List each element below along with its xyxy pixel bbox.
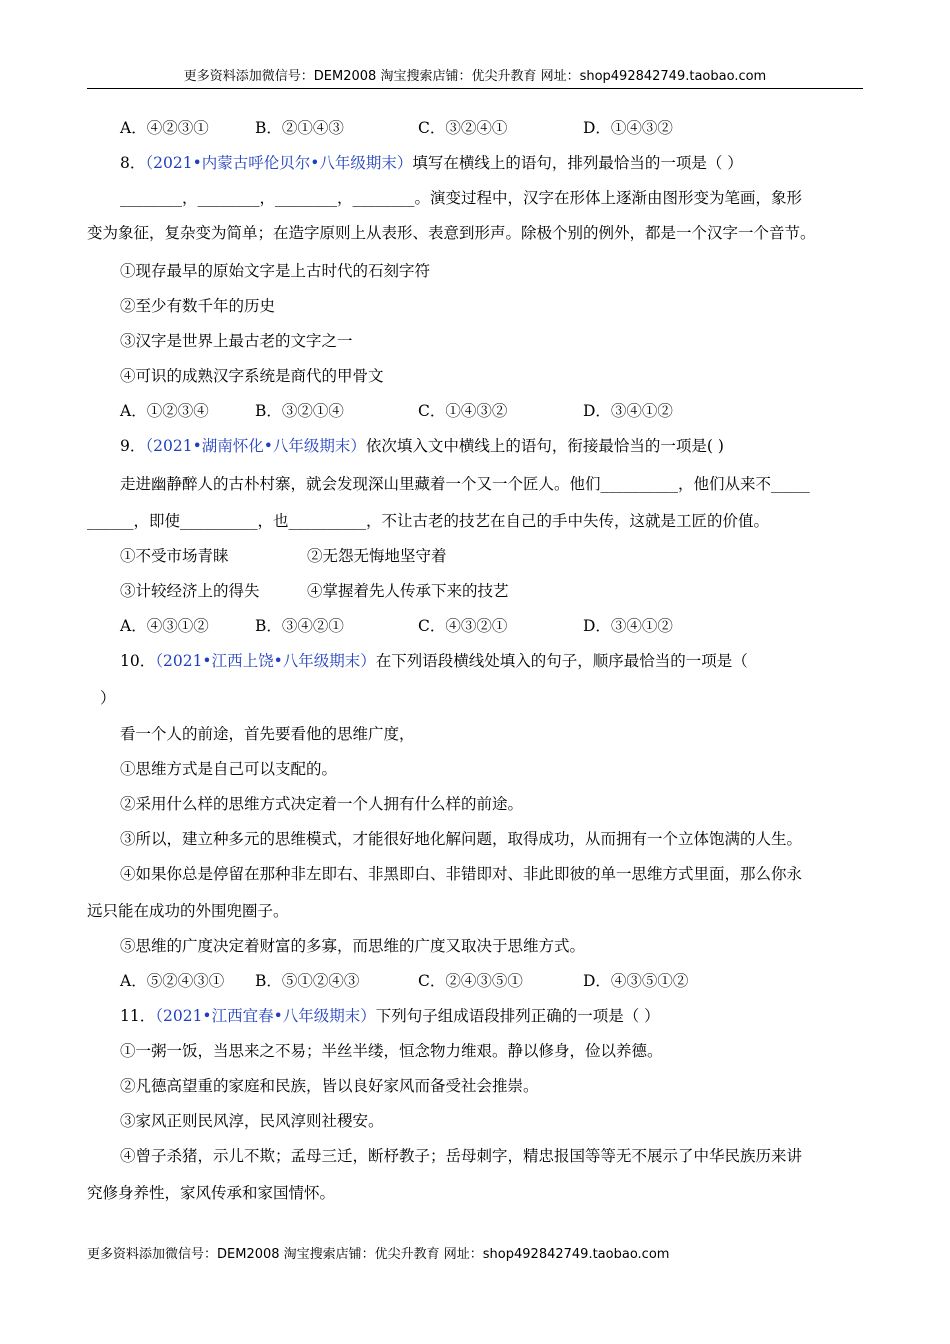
q10-option-d[interactable]: D．④③⑤①② xyxy=(583,972,689,990)
q11-item-3: ③家风正则民风淳，民风淳则社稷安。 xyxy=(120,1112,384,1130)
q7-option-b[interactable]: B．②①④③ xyxy=(255,119,344,137)
q9-option-b[interactable]: B．③④②① xyxy=(255,617,344,635)
q7-option-d[interactable]: D．①④③② xyxy=(583,119,673,137)
q8-item-1: ①现存最早的原始文字是上古时代的石刻字符 xyxy=(120,262,431,280)
q11-question xyxy=(120,1004,660,1028)
q10-item-4b: 远只能在成功的外围兜圈子。 xyxy=(87,902,289,920)
q7-options xyxy=(120,116,673,140)
q10-option-c[interactable]: C．②④③⑤① xyxy=(418,972,523,990)
q10-item-4a: ④如果你总是停留在那种非左即右、非黑即白、非错即对、非此即彼的单一思维方式里面，那么你永 xyxy=(120,865,803,883)
q10-options xyxy=(120,969,688,993)
q10-item-1: ①思维方式是自己可以支配的。 xyxy=(120,760,338,778)
q9-option-d[interactable]: D．③④①② xyxy=(583,617,673,635)
q8-text-line2: 变为象征，复杂变为简单；在造字原则上从表形、表意到形声。除极个别的例外，都是一个汉字一个音节。 xyxy=(87,224,816,242)
q9-item-2: ②无怨无悔地坚守着 xyxy=(307,547,447,565)
q11-number: 11． xyxy=(120,1007,156,1025)
q9-item-4: ④掌握着先人传承下来的技艺 xyxy=(307,582,509,600)
q8-text-line1: ________，________，________，________。演变过程中，汉字在形体上逐渐由图形变为笔画，象形 xyxy=(120,189,803,207)
q11-item-4a: ④曾子杀猪，示儿不欺；孟母三迁，断杼教子；岳母刺字，精忠报国等等无不展示了中华民族历来讲 xyxy=(120,1147,803,1165)
q7-option-a[interactable]: A．④②③① xyxy=(120,119,209,137)
q8-item-2: ②至少有数千年的历史 xyxy=(120,297,276,315)
q9-item-3: ③计较经济上的得失 xyxy=(120,582,260,600)
q11-item-1: ①一粥一饭，当思来之不易；半丝半缕，恒念物力维艰。静以修身，俭以养德。 xyxy=(120,1042,663,1060)
page-header: 更多资料添加微信号：DEM2008 淘宝搜索店铺：优尖升教育 网址：shop492842749.taobao.com xyxy=(183,69,767,84)
q11-item-2: ②凡德高望重的家庭和民族，皆以良好家风而备受社会推崇。 xyxy=(120,1077,539,1095)
q9-stem: 依次填入文中横线上的语句，衔接最恰当的一项是( ) xyxy=(365,437,724,455)
q8-question xyxy=(120,151,743,175)
q8-item-4: ④可识的成熟汉字系统是商代的甲骨文 xyxy=(120,367,384,385)
q10-question xyxy=(120,649,748,673)
q9-option-c[interactable]: C．④③②① xyxy=(418,617,508,635)
q8-options xyxy=(120,399,673,423)
page-footer: 更多资料添加微信号：DEM2008 淘宝搜索店铺：优尖升教育 网址：shop492842749.taobao.com xyxy=(87,1247,670,1262)
q8-item-3: ③汉字是世界上最古老的文字之一 xyxy=(120,332,353,350)
q8-source: （2021•内蒙古呼伦贝尔•八年级期末） xyxy=(145,154,413,172)
q9-options xyxy=(120,614,673,638)
q11-item-4b: 究修身养性，家风传承和家国情怀。 xyxy=(87,1184,336,1202)
q9-question xyxy=(120,434,724,458)
q8-option-c[interactable]: C．①④③② xyxy=(418,402,508,420)
q9-items-row2 xyxy=(120,579,509,603)
q8-stem: 填写在横线上的语句，排列最恰当的一项是（ ） xyxy=(412,154,743,172)
q8-option-a[interactable]: A．①②③④ xyxy=(120,402,209,420)
q9-option-a[interactable]: A．④③①② xyxy=(120,617,209,635)
q8-option-d[interactable]: D．③④①② xyxy=(583,402,673,420)
q10-lead: 看一个人的前途，首先要看他的思维广度， xyxy=(120,725,415,743)
q7-option-c[interactable]: C．③②④① xyxy=(418,119,508,137)
q11-source: （2021•江西宜春•八年级期末） xyxy=(155,1007,376,1025)
q9-text-line1: 走进幽静醉人的古朴村寨，就会发现深山里藏着一个又一个匠人。他们__________，他们从来不_____ xyxy=(120,475,810,493)
q10-item-5: ⑤思维的广度决定着财富的多寡，而思维的广度又取决于思维方式。 xyxy=(120,937,586,955)
q10-item-3: ③所以，建立种多元的思维模式，才能很好地化解问题，取得成功，从而拥有一个立体饱满的人生。 xyxy=(120,830,803,848)
q10-number: 10． xyxy=(120,652,156,670)
q8-number: 8． xyxy=(120,154,146,172)
q10-item-2: ②采用什么样的思维方式决定着一个人拥有什么样的前途。 xyxy=(120,795,524,813)
q10-option-b[interactable]: B．⑤①②④③ xyxy=(255,972,360,990)
q9-number: 9． xyxy=(120,437,146,455)
q10-stem: 在下列语段横线处填入的句子，顺序最恰当的一项是（ xyxy=(375,652,748,670)
q9-text-line2: ______，即使__________，也__________，不让古老的技艺在自己的手中失传，这就是工匠的价值。 xyxy=(87,512,770,530)
q10-option-a[interactable]: A．⑤②④③① xyxy=(120,972,225,990)
q9-source: （2021•湖南怀化•八年级期末） xyxy=(145,437,366,455)
q9-item-1: ①不受市场青睐 xyxy=(120,547,229,565)
q10-stem-end: ） xyxy=(100,689,116,707)
header-divider xyxy=(87,88,863,89)
q8-option-b[interactable]: B．③②①④ xyxy=(255,402,344,420)
q11-stem: 下列句子组成语段排列正确的一项是（ ） xyxy=(375,1007,660,1025)
q9-items-row1 xyxy=(120,544,447,568)
q10-source: （2021•江西上饶•八年级期末） xyxy=(155,652,376,670)
